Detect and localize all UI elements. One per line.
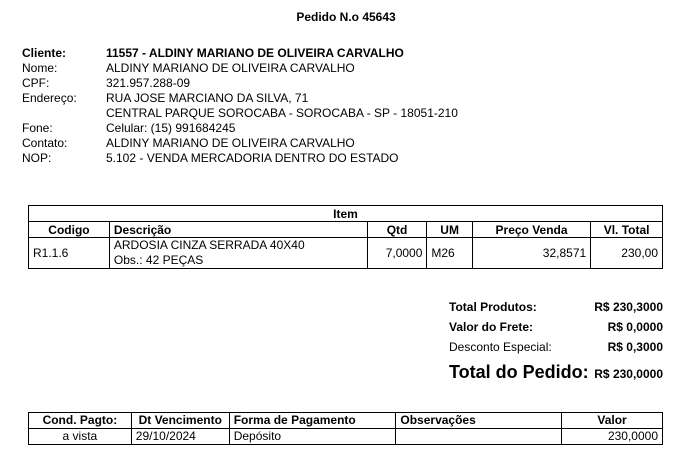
cpf-value: 321.957.288-09 xyxy=(106,76,191,90)
contact-value: ALDINY MARIANO DE OLIVEIRA CARVALHO xyxy=(106,136,355,150)
phone-label: Fone: xyxy=(22,121,53,135)
table-row xyxy=(29,429,663,445)
phone-row xyxy=(22,121,458,136)
address-label: Endereço: xyxy=(22,91,77,105)
name-label: Nome: xyxy=(22,61,58,75)
col-header-codigo: Codigo xyxy=(29,222,110,238)
total-produtos-value: R$ 230,3000 xyxy=(594,300,663,314)
payment-forma: Depósito xyxy=(229,429,396,445)
nop-row xyxy=(22,151,458,166)
col-header-qtd: Qtd xyxy=(367,222,427,238)
item-description xyxy=(109,238,367,269)
client-value: 11557 - ALDINY MARIANO DE OLIVEIRA CARVALHO xyxy=(106,46,404,60)
items-caption: Item xyxy=(29,206,663,222)
item-price: 32,8571 xyxy=(472,238,590,269)
col-header-obs: Observações xyxy=(396,413,562,429)
phone-value: Celular: (15) 991684245 xyxy=(106,121,236,135)
payment-table xyxy=(28,412,663,445)
cpf-row xyxy=(22,76,458,91)
item-um: M26 xyxy=(427,238,473,269)
client-row xyxy=(22,46,458,61)
address-row xyxy=(22,91,458,106)
payment-venc: 29/10/2024 xyxy=(131,429,229,445)
frete-value: R$ 0,0000 xyxy=(607,320,663,334)
desconto-value: R$ 0,3000 xyxy=(607,340,663,354)
item-desc-line-2: Obs.: 42 PEÇAS xyxy=(113,253,204,267)
name-value: ALDINY MARIANO DE OLIVEIRA CARVALHO xyxy=(106,61,355,75)
address-label-2 xyxy=(22,106,106,121)
payment-cond: a vista xyxy=(29,429,132,445)
client-info xyxy=(22,46,458,166)
frete-row xyxy=(449,320,663,340)
desconto-label: Desconto Especial: xyxy=(449,340,552,354)
payment-header-row xyxy=(29,413,663,429)
total-pedido-value: R$ 230,0000 xyxy=(594,367,663,381)
col-header-um: UM xyxy=(427,222,473,238)
total-pedido-label: Total do Pedido: xyxy=(449,362,589,382)
client-label: Cliente: xyxy=(22,46,67,60)
item-qty: 7,0000 xyxy=(367,238,427,269)
col-header-cond: Cond. Pagto: xyxy=(29,413,132,429)
nop-value: 5.102 - VENDA MERCADORIA DENTRO DO ESTADO xyxy=(106,151,399,165)
col-header-forma: Forma de Pagamento xyxy=(229,413,396,429)
items-header-row xyxy=(29,222,663,238)
col-header-preco: Preço Venda xyxy=(472,222,590,238)
total-produtos-label: Total Produtos: xyxy=(449,300,537,314)
frete-label: Valor do Frete: xyxy=(449,320,534,334)
totals-block xyxy=(449,300,663,383)
payment-valor: 230,0000 xyxy=(562,429,663,445)
item-code: R1.1.6 xyxy=(29,238,110,269)
cpf-label: CPF: xyxy=(22,76,50,90)
order-title: Pedido N.o 45643 xyxy=(296,10,396,24)
col-header-valor: Valor xyxy=(562,413,663,429)
address-value-2: CENTRAL PARQUE SOROCABA - SOROCABA - SP - 18051-210 xyxy=(106,106,458,120)
contact-row xyxy=(22,136,458,151)
item-desc-line-1: ARDOSIA CINZA SERRADA 40X40 xyxy=(113,238,305,252)
table-row xyxy=(29,238,663,269)
name-row xyxy=(22,61,458,76)
item-total: 230,00 xyxy=(591,238,663,269)
col-header-descricao: Descrição xyxy=(109,222,367,238)
payment-obs xyxy=(396,429,562,445)
col-header-total: Vl. Total xyxy=(591,222,663,238)
total-pedido-row xyxy=(449,362,663,383)
contact-label: Contato: xyxy=(22,136,68,150)
total-produtos-row xyxy=(449,300,663,320)
items-table xyxy=(28,205,663,269)
nop-label: NOP: xyxy=(22,151,52,165)
col-header-vencimento: Dt Vencimento xyxy=(131,413,229,429)
address-value: RUA JOSE MARCIANO DA SILVA, 71 xyxy=(106,91,309,105)
address-row-2 xyxy=(22,106,458,121)
desconto-row xyxy=(449,340,663,360)
